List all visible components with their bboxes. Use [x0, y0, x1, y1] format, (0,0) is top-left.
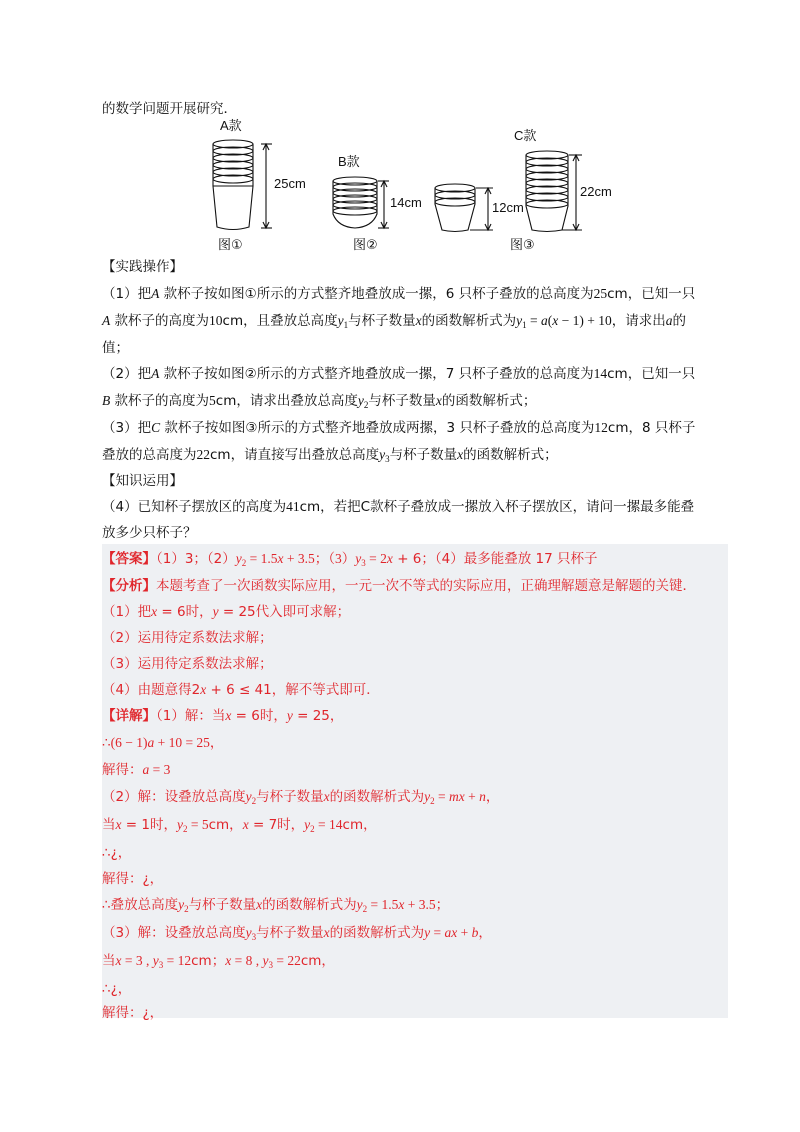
cup-figure-svg	[208, 114, 618, 264]
cup-stacking-figure	[208, 114, 618, 264]
height-c1: 12cm	[492, 200, 524, 215]
analysis-step-4: （4）由题意得2x + 6 ≤ 41，解不等式即可．	[102, 682, 380, 698]
q3-line-2: 叠放的总高度为22cm，请直接写出叠放总高度$y_3$与杯子数量x的函数解析式；	[102, 447, 558, 464]
detail-line-6: ∴¿，	[102, 845, 132, 861]
height-b: 14cm	[390, 195, 422, 210]
caption-2: 图②	[353, 237, 378, 252]
detail-line-7: 解得：¿，	[102, 871, 164, 887]
detail-line-11: ∴¿，	[102, 981, 132, 997]
detail-line-12: 解得：¿，	[102, 1005, 164, 1021]
cup-stack-b	[333, 177, 377, 228]
cup-stack-c-tall	[526, 151, 568, 232]
section-apply: 【知识运用】	[102, 473, 183, 489]
analysis-line: 【分析】本题考查了一次函数实际应用，一元一次不等式的实际应用，正确理解题意是解题的关键．	[102, 578, 696, 594]
cup-stack-c-small	[435, 184, 475, 232]
q1-line-3: 值；	[102, 340, 129, 356]
q4-line-2: 放多少只杯子？	[102, 525, 197, 541]
detail-line-2: ∴(6 − 1)a + 10 = 25，	[102, 735, 224, 750]
detail-line-8: ∴叠放总高度$y_2$与杯子数量x的函数解析式为$y_2 = 1.5x + 3.5$；	[102, 897, 450, 914]
q2-line-1: （2）把A 款杯子按如图②所示的方式整齐地叠放成一摞，7 只杯子叠放的总高度为14cm，已知一只	[102, 366, 696, 382]
q4-line-1: （4）已知杯子摆放区的高度为41cm，若把C款杯子叠放成一摞放入杯子摆放区，请问一摞最多能叠	[102, 499, 695, 515]
detail-line-9: （3）解：设叠放总高度$y_3$与杯子数量x的函数解析式为y = ax + b，	[102, 925, 492, 942]
detail-line-3: 解得：a = 3	[102, 762, 171, 778]
detail-line-5: 当x = 1时，$y_2 = 5cm$，x = 7时，$y_2 = 14cm$，	[102, 817, 377, 834]
caption-1: 图①	[218, 237, 243, 252]
q3-line-1: （3）把C 款杯子按如图③所示的方式整齐地叠放成两摞，3 只杯子叠放的总高度为12cm，8 只杯子	[102, 420, 696, 436]
height-c2: 22cm	[580, 184, 612, 199]
detail-line-1: 【详解】（1）解：当x = 6时，y = 25，	[102, 708, 344, 724]
detail-line-10: 当x = 3 , $y_3 = 12cm$；x = 8 , $y_3 = 22cm$，	[102, 953, 335, 970]
analysis-step-2: （2）运用待定系数法求解；	[102, 630, 273, 646]
cup-stack-a	[213, 140, 253, 230]
section-practice: 【实践操作】	[102, 259, 183, 275]
analysis-step-3: （3）运用待定系数法求解；	[102, 656, 273, 672]
answer-line: 【答案】（1）3；$(2)y_2 = 1.5x + 3.5$；$(3)y_3 = 2x + 6$；（4）最多能叠放 17 只杯子	[102, 551, 598, 568]
q1-line-1: （1）把A 款杯子按如图①所示的方式整齐地叠放成一摞，6 只杯子叠放的总高度为25cm，已知一只	[102, 286, 696, 302]
intro-line: 的数学问题开展研究．	[102, 101, 237, 117]
q2-line-2: B 款杯子的高度为5cm，请求出叠放总高度$y_2$与杯子数量x的函数解析式；	[102, 393, 537, 410]
analysis-step-1: （1）把x = 6时，y = 25代入即可求解；	[102, 604, 351, 620]
q1-line-2: A 款杯子的高度为10cm，且叠放总高度$y_1$与杯子数量x的函数解析式为$y_1 = a(x - 1) + 10$，请求出a的	[102, 313, 686, 330]
detail-line-4: （2）解：设叠放总高度$y_2$与杯子数量x的函数解析式为$y_2$ = mx + n，	[102, 789, 500, 806]
height-a: 25cm	[274, 176, 306, 191]
label-c: C款	[514, 128, 537, 143]
label-a: A款	[220, 118, 242, 133]
label-b: B款	[338, 154, 360, 169]
caption-3: 图③	[510, 237, 535, 252]
